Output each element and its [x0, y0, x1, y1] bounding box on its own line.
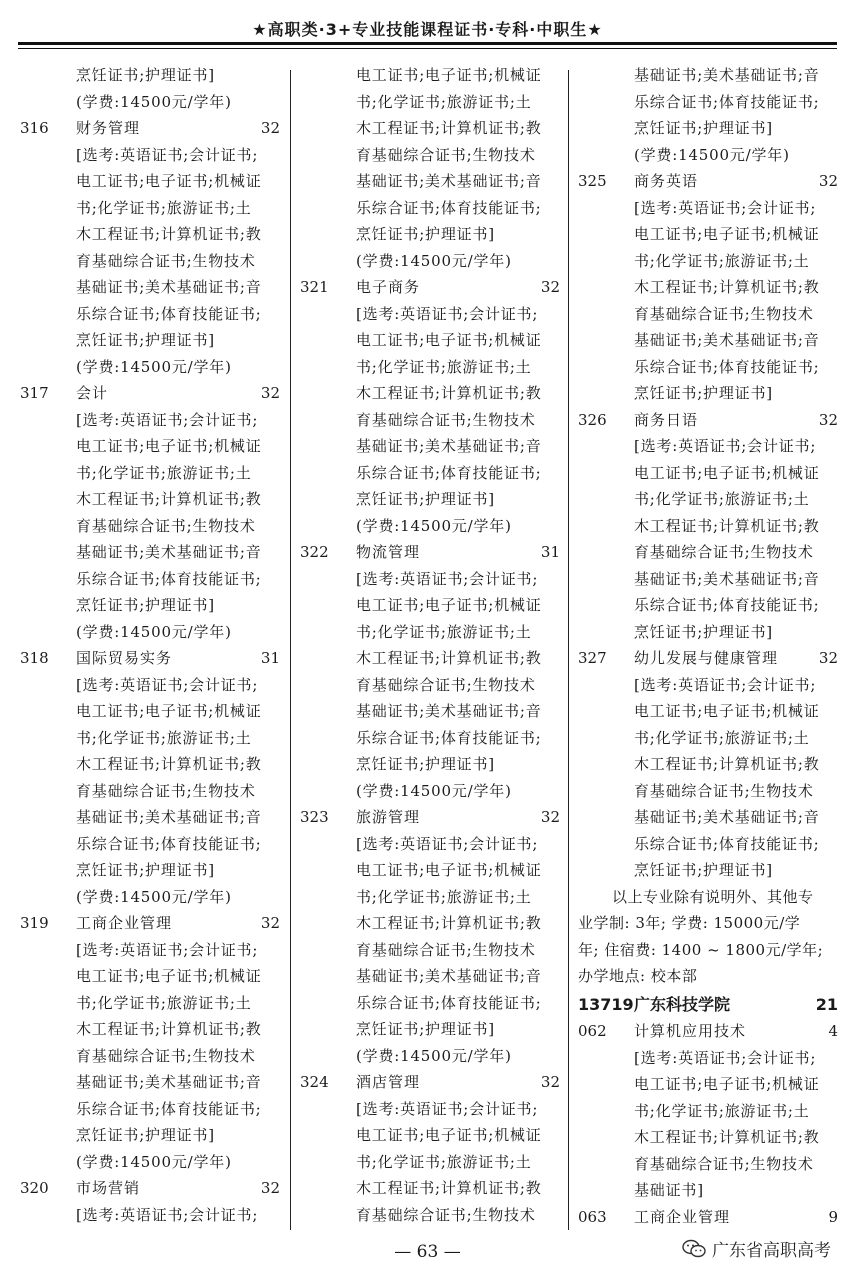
major-heading — [578, 168, 840, 195]
text-line: 育基础综合证书;生物技术 — [634, 304, 814, 323]
plan-count: 32 — [260, 914, 280, 932]
text-line: 育基础综合证书;生物技术 — [76, 251, 256, 270]
text-line: 育基础综合证书;生物技术 — [634, 543, 814, 561]
major-code: 320 — [20, 1179, 49, 1197]
text-line: 电工证书;电子证书;机械证 — [356, 861, 542, 879]
text-line: 基础证书;美术基础证书;音 — [634, 569, 820, 588]
major-name: 物流管理 — [356, 543, 421, 561]
text-line: 乐综合证书;体育技能证书; — [76, 834, 262, 853]
text-line: 书;化学证书;旅游证书;土 — [356, 887, 532, 906]
major-name: 财务管理 — [76, 119, 141, 137]
text-line: 烹饪证书;护理证书] — [634, 119, 773, 137]
watermark-text: 广东省高职高考 — [712, 1241, 831, 1261]
text-line: (学费:14500元/学年) — [76, 622, 232, 641]
text-line: [选考:英语证书;会计证书; — [76, 675, 259, 694]
major-name: 旅游管理 — [356, 808, 421, 826]
text-line: [选考:英语证书;会计证书; — [634, 437, 817, 455]
text-line: 木工程证书;计算机证书;教 — [356, 384, 542, 402]
text-line: 育基础综合证书;生物技术 — [356, 940, 536, 959]
text-line: 乐综合证书;体育技能证书; — [76, 1099, 262, 1118]
major-heading — [20, 115, 282, 142]
text-line: 基础证书;美术基础证书;音 — [356, 172, 542, 190]
plan-count: 32 — [818, 649, 838, 667]
text-line: 乐综合证书;体育技能证书; — [634, 834, 820, 853]
text-line: 烹饪证书;护理证书] — [356, 490, 495, 508]
institution-count: 21 — [815, 994, 838, 1014]
text-line: (学费:14500元/学年) — [356, 1046, 512, 1065]
text-line: 烹饪证书;护理证书] — [76, 331, 215, 349]
major-name: 幼儿发展与健康管理 — [634, 649, 779, 667]
text-line: [选考:英语证书;会计证书; — [634, 1048, 817, 1067]
major-code: 322 — [300, 543, 329, 561]
text-line: 电工证书;电子证书;机械证 — [356, 1126, 542, 1144]
major-heading — [20, 910, 282, 937]
major-name: 酒店管理 — [356, 1073, 421, 1091]
major-code: 327 — [578, 649, 607, 667]
plan-count: 4 — [828, 1022, 838, 1040]
text-line: 乐综合证书;体育技能证书; — [634, 357, 820, 376]
text-line: 烹饪证书;护理证书] — [356, 1020, 495, 1038]
column-divider — [290, 70, 291, 1230]
major-heading — [20, 1175, 282, 1202]
text-line: 木工程证书;计算机证书;教 — [76, 225, 262, 243]
text-line: 木工程证书;计算机证书;教 — [76, 1020, 262, 1038]
text-line: 育基础综合证书;生物技术 — [76, 781, 256, 800]
text-line: [选考:英语证书;会计证书; — [356, 1099, 539, 1118]
major-name: 会计 — [76, 384, 109, 402]
watermark — [682, 1236, 831, 1261]
text-line: 书;化学证书;旅游证书;土 — [634, 251, 810, 270]
major-code: 063 — [578, 1207, 607, 1226]
plan-count: 31 — [540, 543, 560, 561]
text-line: 育基础综合证书;生物技术 — [634, 1154, 814, 1173]
text-line: (学费:14500元/学年) — [356, 251, 512, 270]
plan-count: 32 — [260, 1179, 280, 1197]
text-line: 乐综合证书;体育技能证书; — [356, 463, 542, 482]
text-line: 木工程证书;计算机证书;教 — [76, 755, 262, 773]
major-heading — [300, 804, 562, 831]
major-code: 319 — [20, 914, 49, 932]
text-line: 乐综合证书;体育技能证书; — [634, 92, 820, 111]
text-line: 基础证书;美术基础证书;音 — [356, 702, 542, 720]
major-name: 电子商务 — [356, 278, 421, 296]
major-code: 326 — [578, 410, 607, 429]
major-heading — [20, 645, 282, 672]
text-line: (学费:14500元/学年) — [76, 1152, 232, 1171]
institution-code: 13719 — [578, 994, 634, 1014]
major-code: 318 — [20, 649, 49, 667]
text-line: 基础证书;美术基础证书;音 — [634, 66, 820, 84]
text-line: 书;化学证书;旅游证书;土 — [356, 1152, 532, 1171]
text-line: 木工程证书;计算机证书;教 — [634, 516, 820, 535]
major-name: 市场营销 — [76, 1179, 141, 1197]
text-line: 书;化学证书;旅游证书;土 — [634, 1101, 810, 1120]
text-line: 烹饪证书;护理证书] — [356, 225, 495, 243]
text-line: 书;化学证书;旅游证书;土 — [76, 463, 252, 482]
column-1 — [20, 62, 282, 1230]
plan-count: 32 — [260, 119, 280, 137]
text-line: 木工程证书;计算机证书;教 — [356, 119, 542, 137]
text-line: 育基础综合证书;生物技术 — [356, 145, 536, 164]
text-line: (学费:14500元/学年) — [76, 357, 232, 376]
text-line: 电工证书;电子证书;机械证 — [356, 66, 542, 84]
institution-name: 广东科技学院 — [634, 994, 731, 1014]
text-line: 烹饪证书;护理证书] — [76, 1126, 215, 1144]
text-line: 基础证书;美术基础证书;音 — [76, 1073, 262, 1091]
major-code: 321 — [300, 278, 329, 296]
text-line: 电工证书;电子证书;机械证 — [356, 596, 542, 614]
column-divider — [568, 70, 569, 1230]
text-line: (学费:14500元/学年) — [356, 516, 512, 535]
text-line: 书;化学证书;旅游证书;土 — [76, 198, 252, 217]
page-header: ★高职类·3+专业技能课程证书·专科·中职生★ — [252, 20, 603, 39]
plan-count: 32 — [540, 808, 560, 826]
major-heading — [20, 380, 282, 407]
text-line: [选考:英语证书;会计证书; — [356, 569, 539, 588]
header-rule-thick — [18, 42, 837, 45]
text-line: 乐综合证书;体育技能证书; — [356, 728, 542, 747]
wechat-icon — [682, 1239, 706, 1259]
text-line: 书;化学证书;旅游证书;土 — [356, 622, 532, 641]
major-code: 316 — [20, 119, 49, 137]
text-line: 电工证书;电子证书;机械证 — [634, 702, 820, 720]
major-code: 325 — [578, 172, 607, 190]
plan-count: 32 — [540, 278, 560, 296]
note-line: 业学制: 3年; 学费: 15000元/学 — [578, 914, 801, 932]
major-name: 商务日语 — [634, 410, 699, 429]
text-line: 育基础综合证书;生物技术 — [356, 675, 536, 694]
column-2 — [300, 62, 562, 1230]
text-line: 木工程证书;计算机证书;教 — [356, 1179, 542, 1197]
text-line: 育基础综合证书;生物技术 — [356, 1205, 536, 1224]
plan-count: 31 — [260, 649, 280, 667]
major-heading — [300, 274, 562, 301]
plan-count: 9 — [828, 1207, 838, 1226]
institution-heading — [578, 992, 840, 1019]
text-line: 木工程证书;计算机证书;教 — [634, 1128, 820, 1146]
major-code: 324 — [300, 1073, 329, 1091]
text-line: 书;化学证书;旅游证书;土 — [634, 490, 810, 508]
text-line: 木工程证书;计算机证书;教 — [356, 649, 542, 667]
text-line: 基础证书;美术基础证书;音 — [356, 967, 542, 985]
text-line: 木工程证书;计算机证书;教 — [634, 278, 820, 296]
text-line: (学费:14500元/学年) — [634, 145, 790, 164]
text-line: 育基础综合证书;生物技术 — [634, 781, 814, 800]
text-line: 烹饪证书;护理证书] — [634, 861, 773, 879]
text-line: (学费:14500元/学年) — [356, 781, 512, 800]
major-name: 商务英语 — [634, 172, 699, 190]
major-heading — [300, 1069, 562, 1096]
text-line: 烹饪证书;护理证书] — [634, 622, 773, 641]
major-heading — [578, 645, 840, 672]
plan-count: 32 — [540, 1073, 560, 1091]
text-line: 书;化学证书;旅游证书;土 — [356, 92, 532, 111]
text-line: 电工证书;电子证书;机械证 — [634, 463, 820, 482]
major-code: 323 — [300, 808, 329, 826]
note-line: 办学地点: 校本部 — [578, 967, 698, 985]
text-line: 基础证书;美术基础证书;音 — [634, 808, 820, 826]
text-line: 乐综合证书;体育技能证书; — [356, 993, 542, 1012]
column-3 — [578, 62, 840, 1230]
text-line: 木工程证书;计算机证书;教 — [356, 914, 542, 932]
text-line: 烹饪证书;护理证书] — [76, 861, 215, 879]
text-line: 烹饪证书;护理证书] — [76, 66, 215, 84]
major-heading — [578, 1204, 840, 1231]
text-line: [选考:英语证书;会计证书; — [76, 145, 259, 164]
text-line: 电工证书;电子证书;机械证 — [76, 437, 262, 455]
major-code: 062 — [578, 1022, 607, 1040]
plan-count: 32 — [260, 384, 280, 402]
text-line: [选考:英语证书;会计证书; — [356, 304, 539, 323]
text-line: 电工证书;电子证书;机械证 — [76, 702, 262, 720]
text-line: [选考:英语证书;会计证书; — [76, 410, 259, 429]
text-line: [选考:英语证书;会计证书; — [634, 675, 817, 694]
text-line: 乐综合证书;体育技能证书; — [634, 596, 820, 614]
text-line: 电工证书;电子证书;机械证 — [76, 967, 262, 985]
text-line: [选考:英语证书;会计证书; — [76, 940, 259, 959]
text-line: (学费:14500元/学年) — [76, 92, 232, 111]
major-heading — [300, 539, 562, 566]
major-heading — [578, 407, 840, 434]
text-line: 基础证书] — [634, 1181, 704, 1199]
major-code: 317 — [20, 384, 49, 402]
text-line: 电工证书;电子证书;机械证 — [76, 172, 262, 190]
text-line: 书;化学证书;旅游证书;土 — [356, 357, 532, 376]
plan-count: 32 — [818, 172, 838, 190]
text-line: 电工证书;电子证书;机械证 — [356, 331, 542, 349]
text-line: 电工证书;电子证书;机械证 — [634, 225, 820, 243]
text-line: 育基础综合证书;生物技术 — [76, 516, 256, 535]
text-line: 基础证书;美术基础证书;音 — [634, 331, 820, 349]
text-line: 烹饪证书;护理证书] — [356, 755, 495, 773]
text-line: 书;化学证书;旅游证书;土 — [76, 728, 252, 747]
text-line: 木工程证书;计算机证书;教 — [76, 490, 262, 508]
page-number: — 63 — — [394, 1242, 461, 1262]
note-line: 以上专业除有说明外、其他专 — [612, 887, 814, 906]
text-line: 电工证书;电子证书;机械证 — [634, 1075, 820, 1093]
text-line: 书;化学证书;旅游证书;土 — [76, 993, 252, 1012]
major-heading — [578, 1018, 840, 1045]
major-name: 计算机应用技术 — [634, 1022, 747, 1040]
text-line: [选考:英语证书;会计证书; — [356, 834, 539, 853]
major-name: 工商企业管理 — [76, 914, 173, 932]
text-line: [选考:英语证书;会计证书; — [634, 198, 817, 217]
text-line: 基础证书;美术基础证书;音 — [76, 278, 262, 296]
text-line: 烹饪证书;护理证书] — [76, 596, 215, 614]
major-name: 工商企业管理 — [634, 1207, 731, 1226]
text-line: 烹饪证书;护理证书] — [634, 384, 773, 402]
text-line: 基础证书;美术基础证书;音 — [356, 437, 542, 455]
text-line: 育基础综合证书;生物技术 — [356, 410, 536, 429]
note-line: 年; 住宿费: 1400 ~ 1800元/学年; — [578, 940, 824, 959]
major-name: 国际贸易实务 — [76, 649, 173, 667]
text-line: [选考:英语证书;会计证书; — [76, 1205, 259, 1224]
text-line: 基础证书;美术基础证书;音 — [76, 543, 262, 561]
text-line: 乐综合证书;体育技能证书; — [356, 198, 542, 217]
text-line: 书;化学证书;旅游证书;土 — [634, 728, 810, 747]
text-line: (学费:14500元/学年) — [76, 887, 232, 906]
text-line: 基础证书;美术基础证书;音 — [76, 808, 262, 826]
text-line: 木工程证书;计算机证书;教 — [634, 755, 820, 773]
text-line: 育基础综合证书;生物技术 — [76, 1046, 256, 1065]
header-rule-thin — [18, 48, 837, 49]
plan-count: 32 — [818, 410, 838, 429]
text-line: 乐综合证书;体育技能证书; — [76, 569, 262, 588]
text-line: 乐综合证书;体育技能证书; — [76, 304, 262, 323]
